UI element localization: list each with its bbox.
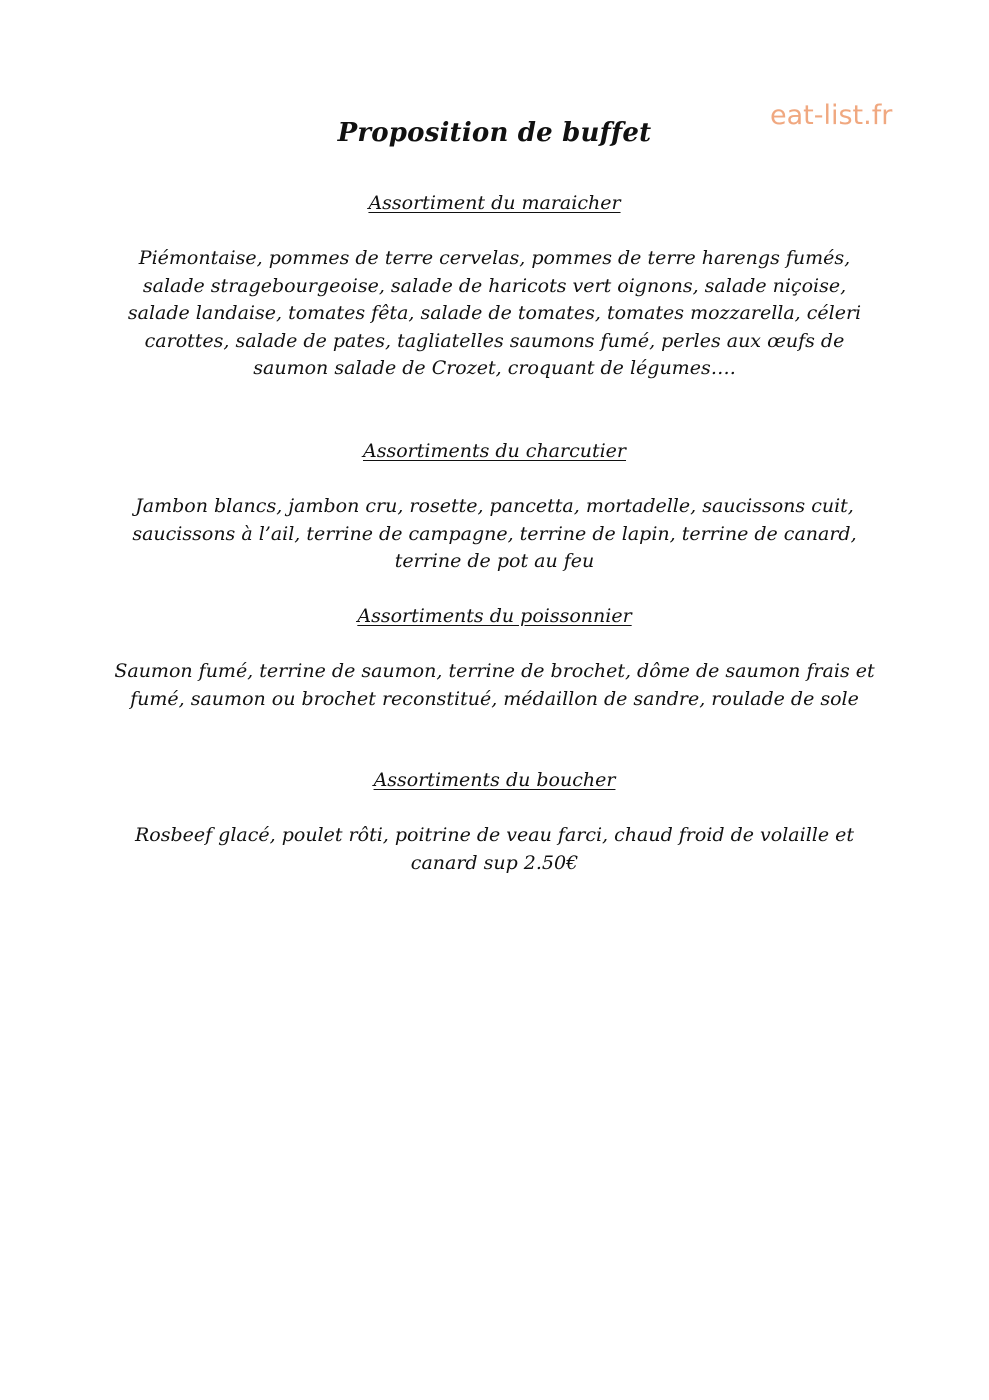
section-heading-charcutier: Assortiments du charcutier [362, 440, 627, 462]
section-text-boucher: Rosbeef glacé, poulet rôti, poitrine de veau farci, chaud froid de volaille et canard sup 2.50€ [134, 824, 855, 874]
section-text-charcutier: Jambon blancs, jambon cru, rosette, pancetta, mortadelle, saucissons cuit, saucissons à l’ail, terrine de campagne, terrine de lapin, terrine de canard, terrine de pot au feu [132, 495, 857, 572]
watermark-site-name: eat-list.fr [770, 100, 893, 131]
section-text-maraicher: Piémontaise, pommes de terre cervelas, pommes de terre harengs fumés, salade stragebourgeoise, salade de haricots vert oignons, salade niçoise, salade landaise, tomates fêta, salade de tomates, tomates mozzarella, céleri carottes, salade de pates, tagliatelles saumons fumé, perles aux œufs de saumon salade de Crozet, croquant de légumes…. [127, 247, 862, 379]
section-heading-poissonnier: Assortiments du poissonnier [357, 605, 632, 627]
page-title: Proposition de buffet [337, 118, 652, 148]
section-text-poissonnier: Saumon fumé, terrine de saumon, terrine de brochet, dôme de saumon frais et fumé, saumon ou brochet reconstitué, médaillon de sandre, roulade de sole [114, 660, 875, 710]
section-heading-maraicher: Assortiment du maraicher [368, 192, 621, 214]
section-heading-boucher: Assortiments du boucher [373, 769, 616, 791]
